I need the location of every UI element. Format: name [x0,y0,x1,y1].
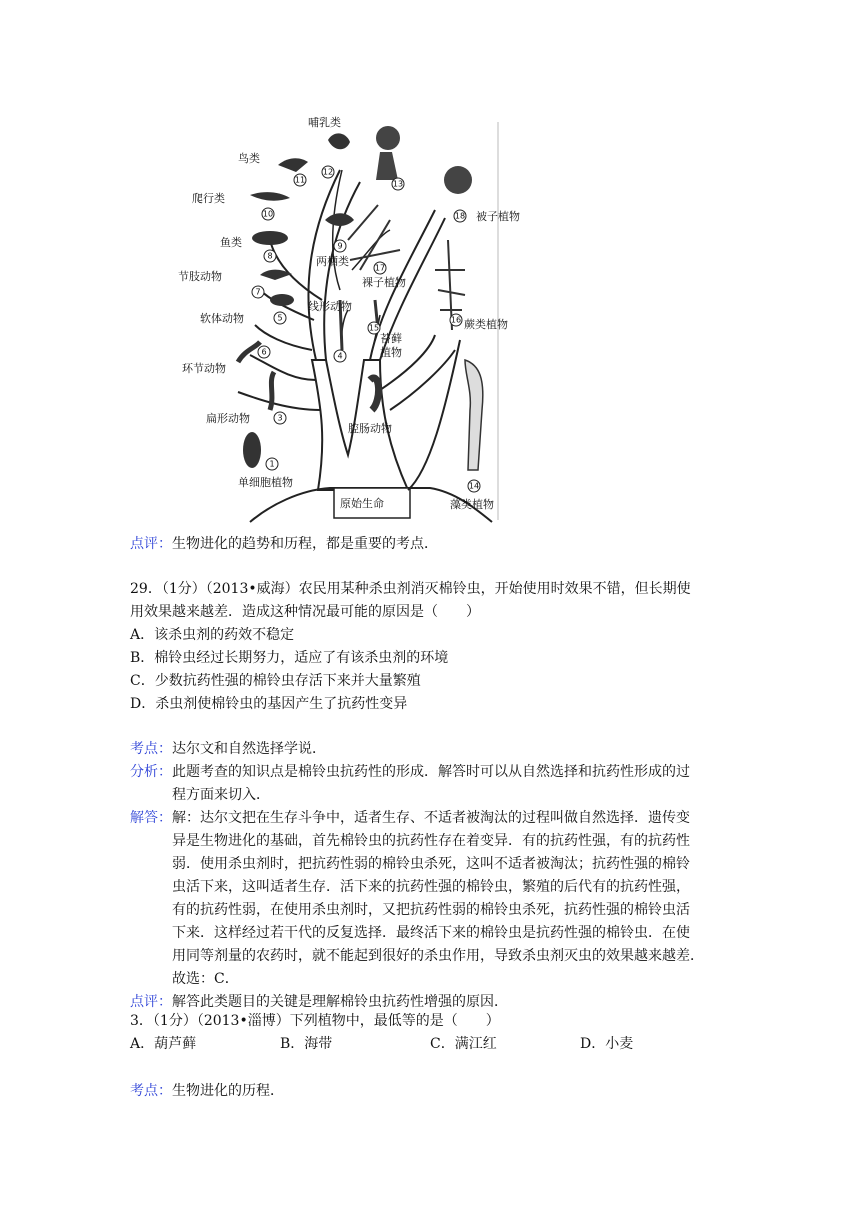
q29-stem-line1: 29．（1分）（2013•威海）农民用某种杀虫剂消灭棉铃虫，开始使用时效果不错，但长期使 [130,581,691,597]
label-fish: 鱼类 [220,236,242,249]
num-7: 7 [255,287,261,297]
label-annelid: 环节动物 [182,362,226,375]
evolution-tree-svg [178,110,520,522]
comment-text: 生物进化的趋势和历程，都是重要的考点． [172,536,438,552]
q29-option-d: D．杀虫剂使棉铃虫的基因产生了抗药性变异 [130,696,408,712]
evolution-tree-figure [178,110,520,522]
kaodian-text: 达尔文和自然选择学说． [172,741,326,757]
num-9: 9 [337,241,343,251]
label-flatworm: 扁形动物 [206,412,250,425]
label-reptile: 爬行类 [192,192,225,205]
jieda-line3: 弱．使用杀虫剂时，把抗药性弱的棉铃虫杀死，这叫不适者被淘汰；抗药性强的棉铃 [172,856,690,872]
q3-kaodian-text: 生物进化的历程． [172,1083,284,1099]
kaodian-tag: 考点： [130,741,172,757]
jieda-line4: 虫活下来，这叫适者生存．活下来的抗药性强的棉铃虫，繁殖的后代有的抗药性强， [172,879,690,895]
num-13: 13 [392,179,404,189]
num-3: 3 [277,413,283,423]
jieda-line2: 异是生物进化的基础，首先棉铃虫的抗药性存在着变异．有的抗药性强，有的抗药性 [172,833,690,849]
label-bird: 鸟类 [238,152,260,165]
q29-analysis [130,738,730,1014]
q29-stem-line2: 用效果越来越差．造成这种情况最可能的原因是（ ） [130,604,480,620]
label-amphibian: 两栖类 [316,255,349,268]
num-15: 15 [368,323,380,333]
label-gymnosperm: 裸子植物 [362,276,406,289]
num-11: 11 [294,175,306,185]
label-coelenterate: 腔肠动物 [348,422,392,435]
label-fern: 蕨类植物 [464,318,508,331]
question-3 [130,1010,730,1056]
q3-option-d: D．小麦 [580,1036,634,1052]
q3-option-b: B．海带 [280,1036,333,1052]
num-4: 4 [337,351,343,361]
fenxi-line2: 程方面来切入． [172,787,270,803]
q3-kaodian-tag: 考点： [130,1083,172,1099]
protozoa-shape [243,432,261,468]
label-moss-line2: 植物 [380,346,402,359]
q29-option-c: C．少数抗药性强的棉铃虫存活下来并大量繁殖 [130,673,421,689]
dianping-text: 解答此类题目的关键是理解棉铃虫抗药性增强的原因． [172,994,508,1010]
label-algae: 藻类植物 [450,498,494,511]
label-mollusc: 软体动物 [200,312,244,325]
jieda-line8: 故选：C． [172,971,239,987]
jieda-tag: 解答： [130,810,172,826]
num-1: 1 [269,459,275,469]
num-16: 16 [450,315,462,325]
q3-options [130,1033,730,1056]
num-8: 8 [267,251,273,261]
label-mammal: 哺乳类 [308,116,341,129]
label-protozoa: 单细胞植物 [238,476,293,489]
q3-stem: 3．（1分）（2013•淄博）下列植物中，最低等的是（ ） [130,1013,500,1029]
jieda-line6: 下来．这样经过若干代的反复选择．最终活下来的棉铃虫是抗药性强的棉铃虫．在使 [172,925,690,941]
jieda-line5: 有的抗药性弱，在使用杀虫剂时，又把抗药性弱的棉铃虫杀死，抗药性强的棉铃虫活 [172,902,690,918]
label-moss-line1: 苔藓 [380,332,402,345]
fenxi-tag: 分析： [130,764,172,780]
jieda-line1: 解：达尔文把在生存斗争中，适者生存、不适者被淘汰的过程叫做自然选择．遗传变 [172,810,690,826]
q3-option-c: C．满江红 [430,1036,497,1052]
q3-analysis [130,1080,730,1103]
label-arthropod: 节肢动物 [178,270,222,283]
num-5: 5 [277,313,283,323]
fenxi-line1: 此题考查的知识点是棉铃虫抗药性的形成．解答时可以从自然选择和抗药性形成的过 [172,764,690,780]
num-14: 14 [468,481,480,491]
question-29 [130,578,730,716]
num-10: 10 [262,209,274,219]
q3-option-a: A．葫芦藓 [130,1036,197,1052]
dianping-tag: 点评： [130,994,172,1010]
num-6: 6 [261,347,267,357]
q29-option-b: B．棉铃虫经过长期努力，适应了有该杀虫剂的环境 [130,650,449,666]
label-origin: 原始生命 [340,497,384,510]
num-18: 18 [454,211,466,221]
label-angiosperm: 被子植物 [476,210,520,223]
comment-tag: 点评： [130,536,172,552]
q29-option-a: A．该杀虫剂的药效不稳定 [130,627,295,643]
comment-block-1 [130,533,730,556]
label-nematode: 线形动物 [308,300,352,313]
num-12: 12 [322,167,334,177]
jieda-line7: 用同等剂量的农药时，就不能起到很好的杀虫作用，导致杀虫剂灭虫的效果越来越差． [172,948,704,964]
num-17: 17 [374,263,386,273]
